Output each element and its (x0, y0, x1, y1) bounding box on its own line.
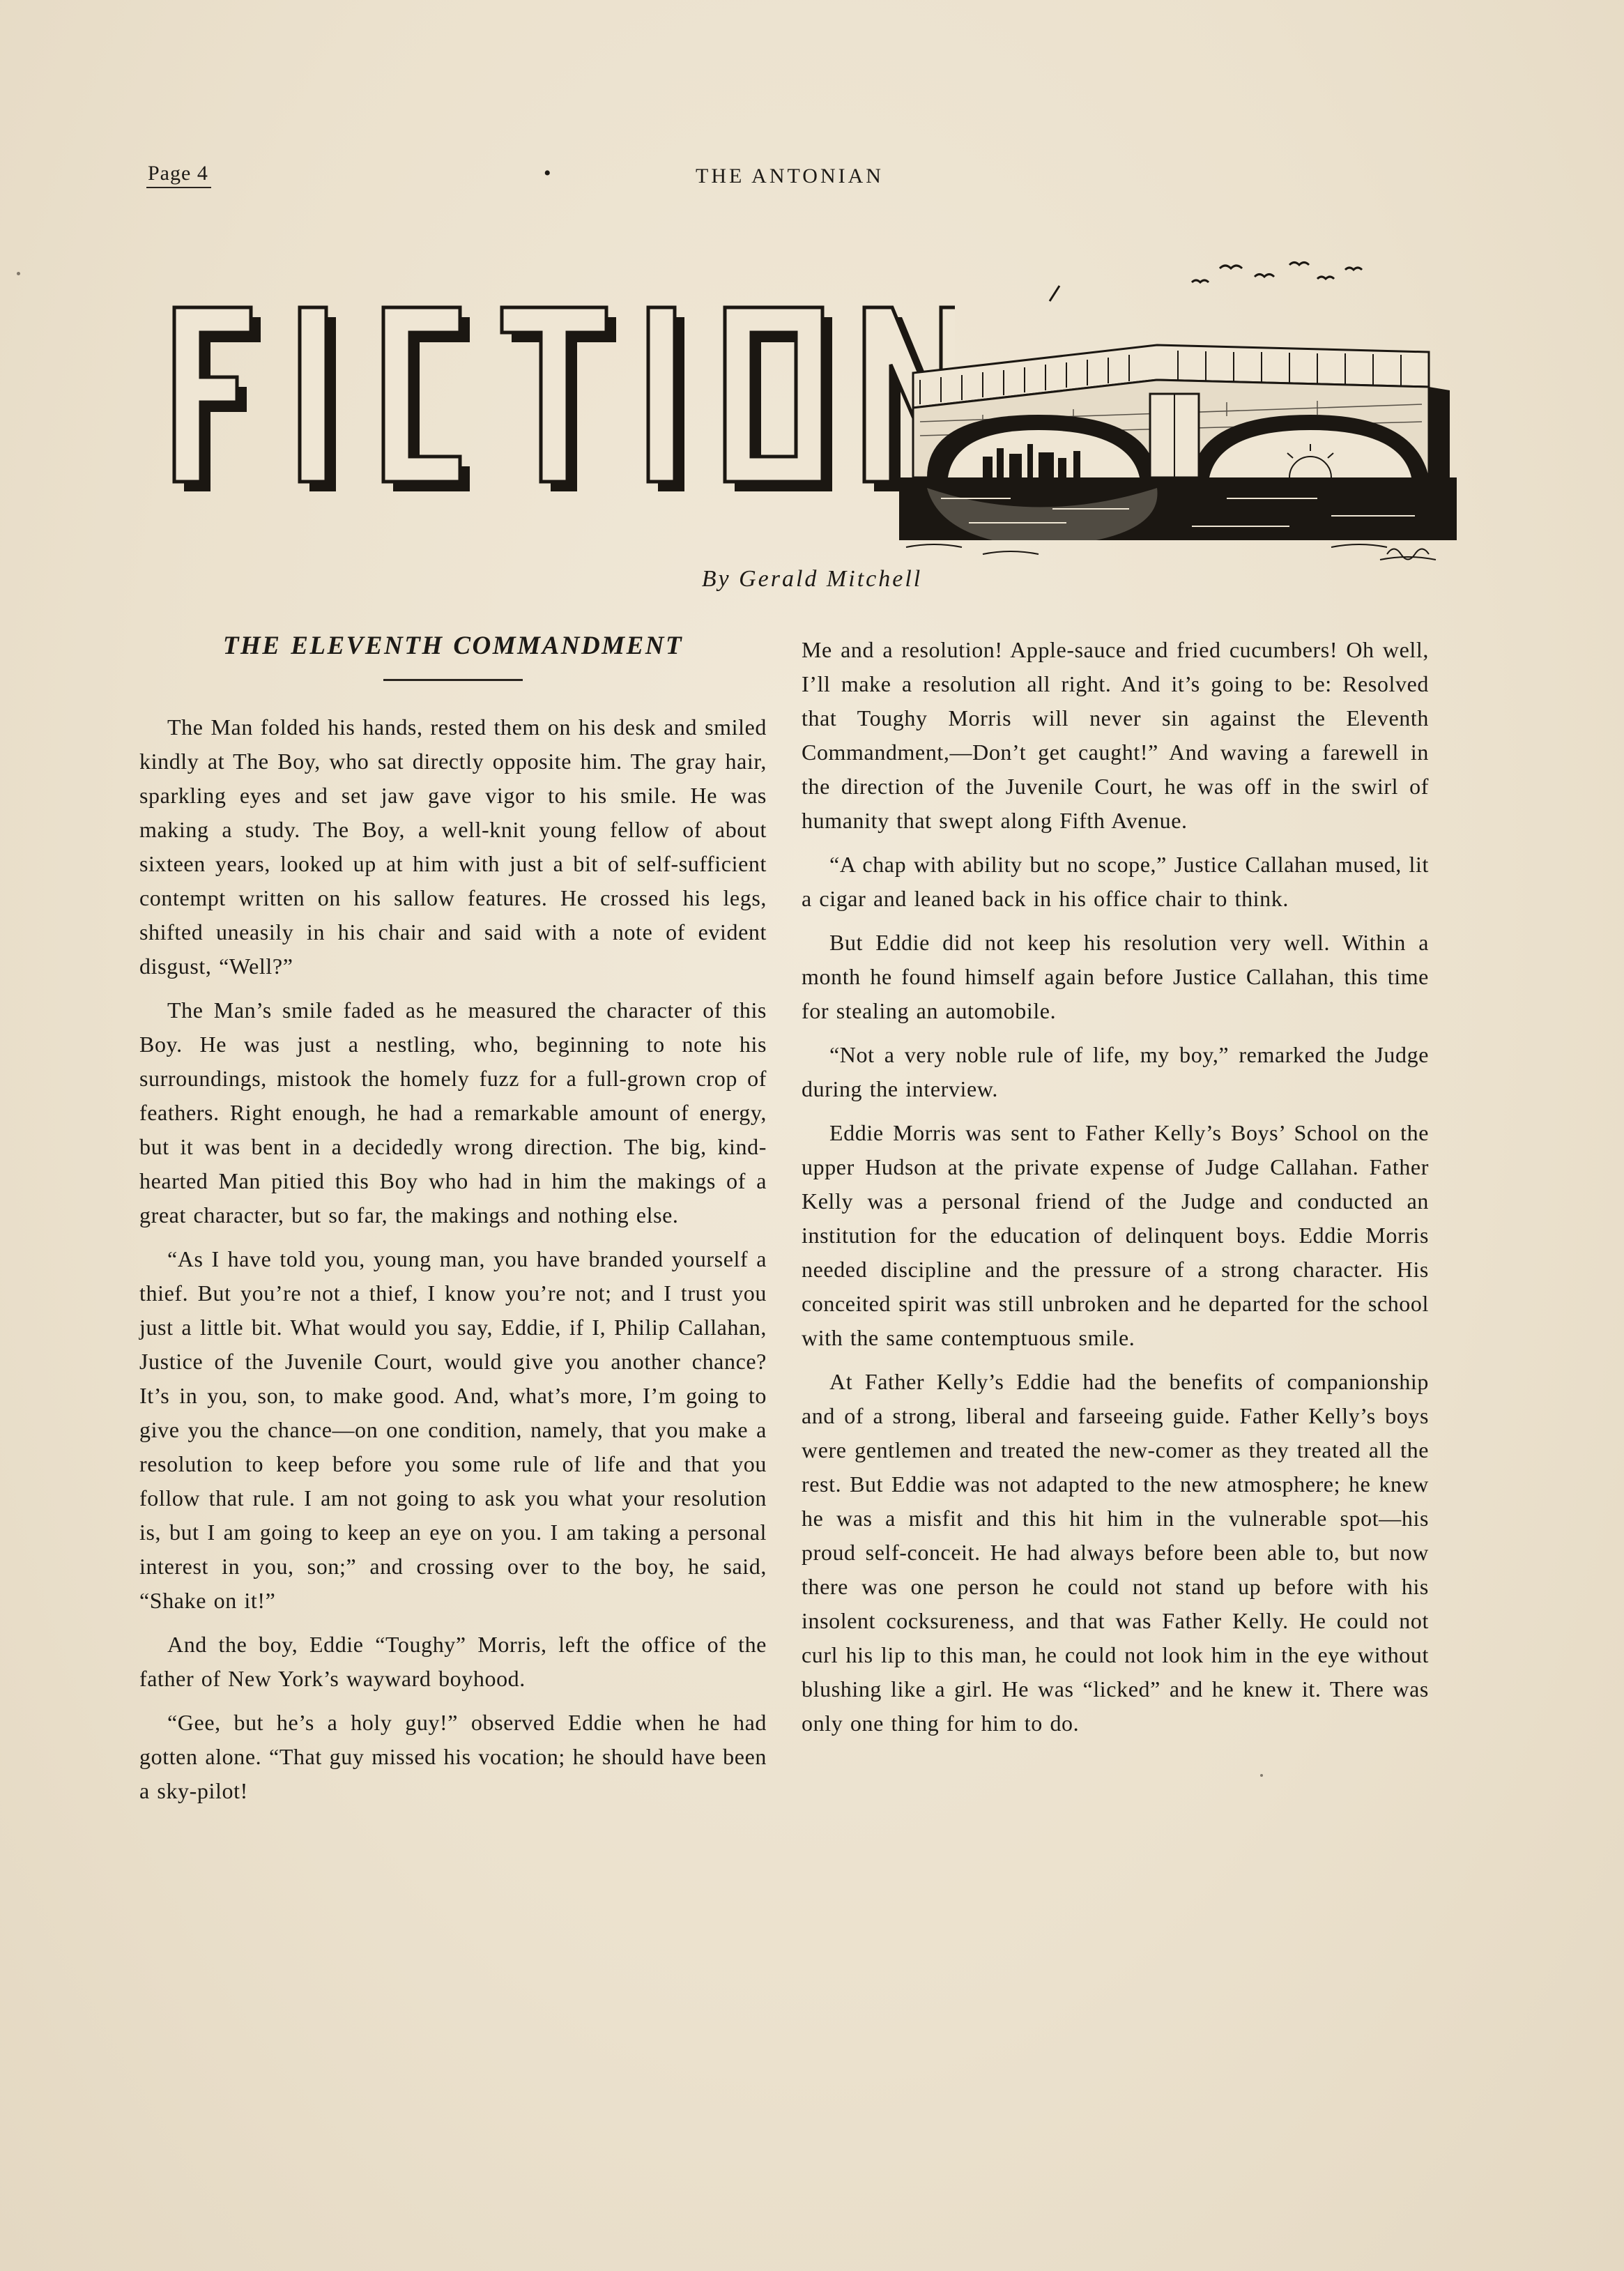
story-paragraph: Me and a resolution! Apple-sauce and fried cucumbers! Oh well, I’ll make a resolution all right. And it’s going to be: Resolved that Toughy Morris will never sin against the Eleventh Commandment,—Don’t get caught!” And waving a farewell in the direction of the Juvenile Court, he was off in the swirl of humanity that swept along Fifth Avenue. (802, 637, 1429, 833)
paper-speck (1260, 1774, 1263, 1777)
right-column (802, 633, 1429, 1750)
left-column (139, 613, 767, 1818)
section-masthead (153, 247, 1457, 582)
bridge-illustration (899, 247, 1457, 575)
story-paragraph: The Man’s smile faded as he measured the character of this Boy. He was just a nestling, who, beginning to note his surroundings, mistook the homely fuzz for a full-grown crop of feathers. Right enough, he had a remarkable amount of energy, but it was bent in a decidedly wrong direction. The big, kind-hearted Man pitied this Boy who had in him the makings of a great character, but so far, the makings and nothing else. (139, 997, 767, 1228)
story-paragraph: The Man folded his hands, rested them on his desk and smiled kindly at The Boy, who sat directly opposite him. The gray hair, sparkling eyes and set jaw gave vigor to his smile. He was making a study. The Boy, a well-knit young fellow of about sixteen years, looked up at him with just a bit of self-sufficient contempt written on his sallow features. He crossed his legs, shifted uneasily in his chair and said with a note of evident disgust, “Well?” (139, 714, 767, 979)
header-separator-dot: • (544, 162, 551, 185)
story-paragraph: At Father Kelly’s Eddie had the benefits of companionship and of a strong, liberal and farseeing guide. Father Kelly’s boys were gentlemen and treated the new-comer as they treated all the rest. But Eddie was not adapted to the new atmosphere; he knew he was a misfit and this hit him in the vulnerable spot—his proud self-conceit. He had always before been able to, but now there was one person he could not stand up before with his insolent cocksureness, and that was Father Kelly. He could not curl his lip to this man, he could not look him in the eye without blushing like a girl. He was “licked” and he knew it. There was only one thing for him to do. (802, 1369, 1429, 1736)
story-paragraph: But Eddie did not keep his resolution very well. Within a month he found himself again before Justice Callahan, this time for stealing an automobile. (802, 930, 1429, 1023)
story-paragraph: “A chap with ability but no scope,” Justice Callahan mused, lit a cigar and leaned back in his office chair to think. (802, 852, 1429, 911)
byline: By Gerald Mitchell (701, 566, 923, 592)
running-header (146, 162, 920, 190)
story-paragraph: “Not a very noble rule of life, my boy,” remarked the Judge during the interview. (802, 1042, 1429, 1101)
title-rule (383, 679, 523, 681)
story-paragraph: “Gee, but he’s a holy guy!” observed Eddie when he had gotten alone. “That guy missed his vocation; he should have been a sky-pilot! (139, 1710, 767, 1803)
page-number: Page 4 (146, 162, 211, 188)
story-paragraph: “As I have told you, young man, you have branded yourself a thief. But you’re not a thief, I know you’re not; and I trust you just a little bit. What would you say, Eddie, if I, Philip Callahan, Justice of the Juvenile Court, would give you another chance? It’s in you, son, to make good. And, what’s more, I’m going to give you the chance—on one condition, namely, that you make a resolution to keep before you some rule of life and that you follow that rule. I am not going to ask you what your resolution is, but I am going to keep an eye on you. I am taking a personal interest in you, son;” and crossing over to the boy, he said, “Shake on it!” (139, 1246, 767, 1613)
paper-speck (17, 272, 20, 275)
story-paragraph: And the boy, Eddie “Toughy” Morris, left the office of the father of New York’s wayward boyhood. (139, 1632, 767, 1691)
story-paragraph: Eddie Morris was sent to Father Kelly’s Boys’ School on the upper Hudson at the private expense of Judge Callahan. Father Kelly was a personal friend of the Judge and conducted an institution for the education of delinquent boys. Eddie Morris needed discipline and the pressure of a strong character. His conceited spirit was still unbroken and he departed for the school with the same contemptuous smile. (802, 1120, 1429, 1350)
story-title: THE ELEVENTH COMMANDMENT (222, 632, 684, 660)
fiction-title (153, 267, 955, 497)
publication-name: THE ANTONIAN (696, 165, 884, 188)
